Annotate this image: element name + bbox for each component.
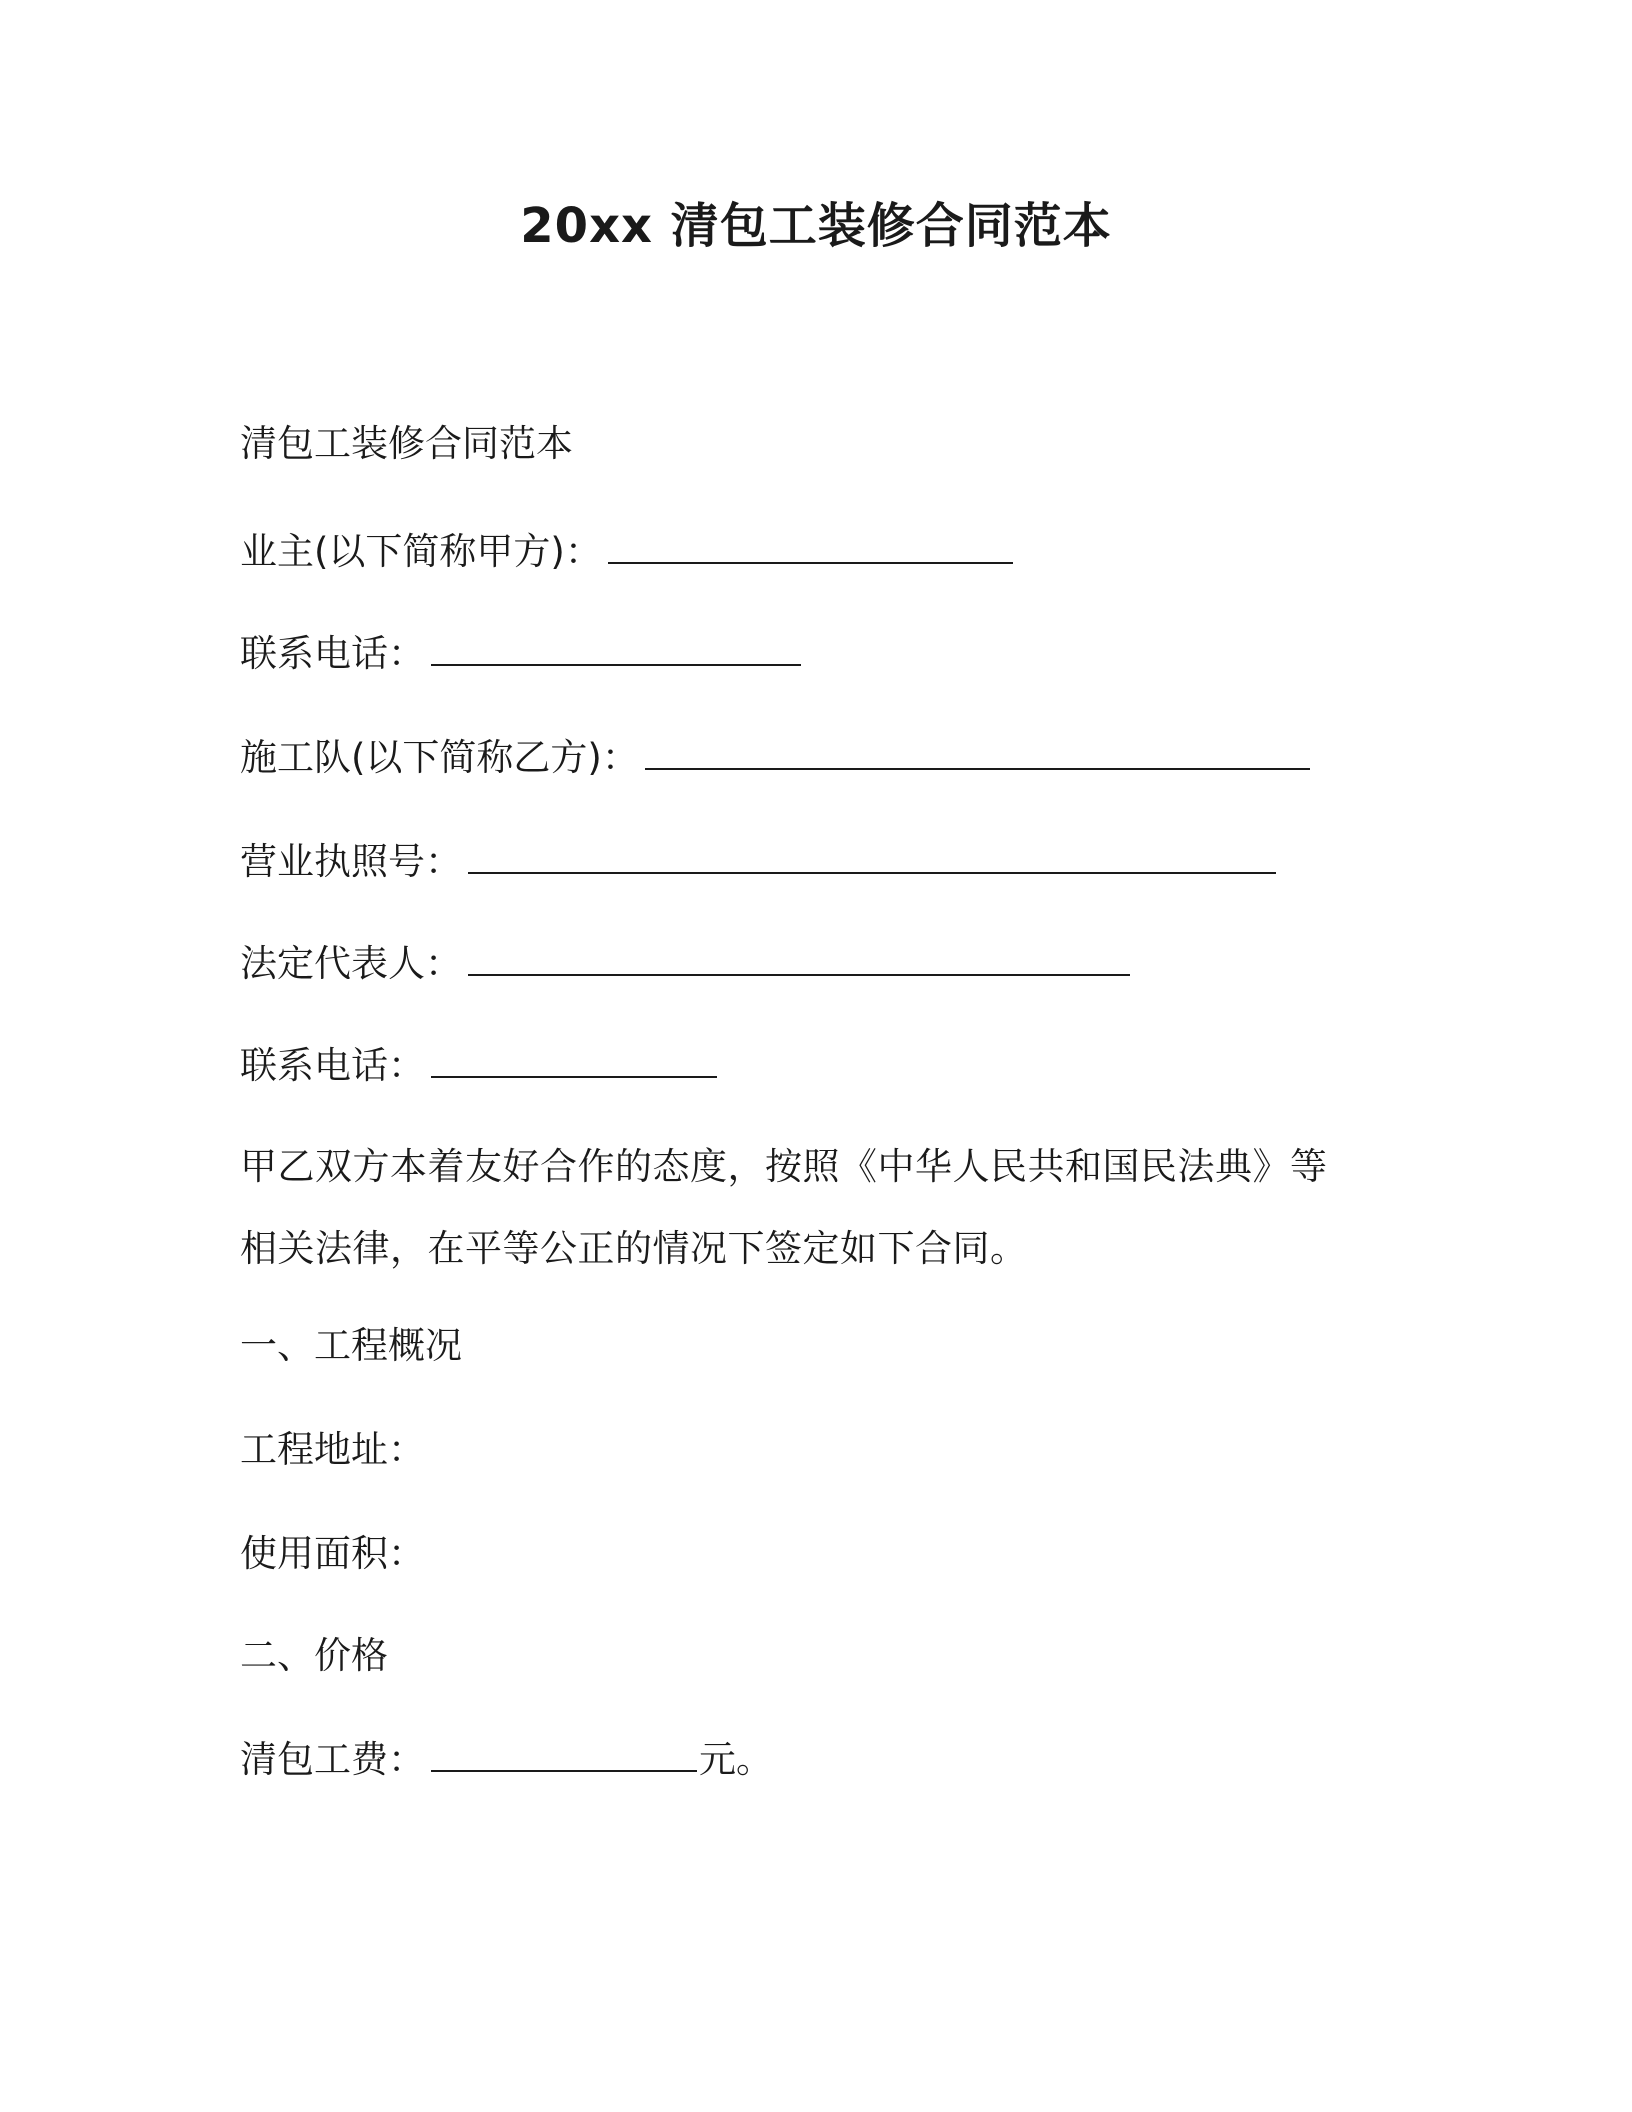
subtitle: 清包工装修合同范本 [240,422,573,465]
contractor-line [240,734,1310,782]
contractor-phone-label: 联系电话： [240,1044,425,1087]
contractor-blank [645,738,1310,770]
license-line [240,838,1276,886]
contractor-phone-blank [431,1046,717,1078]
labor-fee-label: 清包工费： [240,1738,425,1781]
contractor-label: 施工队(以下简称乙方)： [240,736,639,779]
license-blank [468,842,1276,874]
owner-phone-blank [431,634,801,666]
project-address-label: 工程地址： [240,1428,425,1471]
owner-phone-line [240,630,801,678]
labor-fee-unit: 元。 [699,1738,773,1781]
usable-area-label: 使用面积： [240,1532,425,1575]
owner-blank [608,532,1013,564]
owner-line [240,528,1013,576]
license-label: 营业执照号： [240,840,462,883]
labor-fee-blank [431,1740,697,1772]
owner-phone-label: 联系电话： [240,632,425,675]
document-title: 20xx 清包工装修合同范本 [520,198,1112,254]
legal-rep-blank [468,944,1130,976]
owner-label: 业主(以下简称甲方)： [240,530,602,573]
contractor-phone-line [240,1042,717,1090]
intro-paragraph: 甲乙双方本着友好合作的态度，按照《中华人民共和国民法典》等相关法律，在平等公正的情况下签定如下合同。 [240,1145,1328,1270]
legal-rep-label: 法定代表人： [240,942,462,985]
section1-heading: 一、工程概况 [240,1324,462,1367]
section2-heading: 二、价格 [240,1634,388,1677]
labor-fee-line [240,1736,773,1784]
legal-rep-line [240,940,1130,988]
